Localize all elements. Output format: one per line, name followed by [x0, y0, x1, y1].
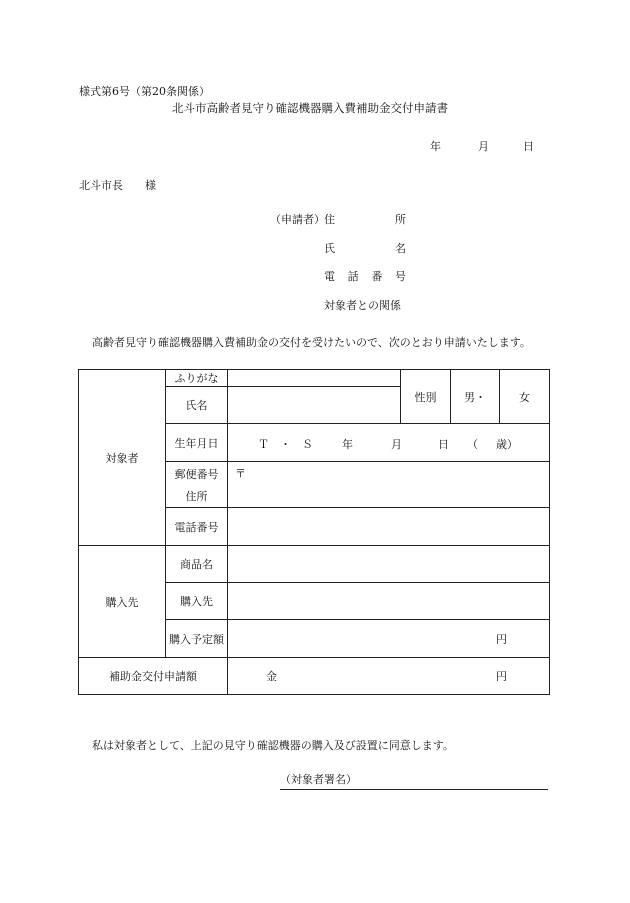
- postal-mark: 〒: [235, 467, 246, 480]
- application-table: [78, 369, 550, 695]
- signature-line[interactable]: [280, 771, 548, 790]
- vendor-field-label: 購入先: [166, 583, 228, 620]
- document-title: 北斗市高齢者見守り確認機器購入費補助金交付申請書: [172, 101, 448, 115]
- subsidy-yen: 円: [496, 670, 507, 683]
- subject-section-label: 対象者: [79, 370, 166, 546]
- intro-text: 高齢者見守り確認機器購入費補助金の交付を受けたいので、次のとおり申請いたします。: [92, 336, 531, 349]
- birthdate-field[interactable]: [228, 424, 550, 462]
- birthdate-label: 生年月日: [166, 424, 228, 462]
- planned-amount-label: 購入予定額: [166, 620, 228, 658]
- subsidy-label: 補助金交付申請額: [79, 658, 228, 695]
- form-id: 様式第6号（第20条関係）: [79, 85, 210, 98]
- gender-male[interactable]: 男・: [451, 370, 500, 424]
- addressee: 北斗市長 様: [79, 179, 156, 192]
- birth-day: 日: [438, 437, 449, 451]
- name-field[interactable]: [228, 387, 401, 424]
- postal-address-label: [166, 462, 228, 508]
- birth-age-open: （: [467, 437, 478, 451]
- planned-amount-yen: 円: [496, 632, 507, 646]
- phone-field[interactable]: [228, 508, 550, 546]
- date-year: 年: [430, 140, 441, 153]
- signature-label: （対象者署名）: [280, 773, 357, 786]
- applicant-name-label: 氏 名: [324, 242, 406, 255]
- subsidy-kin: 金: [266, 670, 277, 683]
- postal-label: 郵便番号: [174, 467, 219, 481]
- birth-month: 月: [391, 437, 402, 451]
- applicant-relation-label: 対象者との関係: [324, 299, 401, 312]
- vendor-section-label: 購入先: [79, 546, 166, 658]
- product-field[interactable]: [228, 546, 550, 583]
- planned-amount-field[interactable]: [228, 620, 550, 658]
- phone-label: 電話番号: [166, 508, 228, 546]
- birth-year: 年: [342, 437, 353, 451]
- gender-label: 性別: [401, 370, 451, 424]
- applicant-phone-label: 電 話 番 号: [324, 270, 406, 283]
- applicant-label: （申請者）: [270, 213, 325, 226]
- birth-era: Ｔ ・ Ｓ: [258, 437, 313, 451]
- postal-address-field[interactable]: [228, 462, 550, 508]
- gender-female[interactable]: 女: [500, 370, 550, 424]
- name-label: 氏名: [166, 387, 228, 424]
- birth-age: 歳）: [496, 437, 518, 451]
- furigana-field[interactable]: [228, 370, 401, 387]
- vendor-field[interactable]: [228, 583, 550, 620]
- furigana-label: ふりがな: [166, 370, 228, 387]
- applicant-address-label: 住 所: [324, 213, 406, 226]
- date-day: 日: [523, 140, 534, 153]
- address-label: 住所: [185, 489, 208, 503]
- product-label: 商品名: [166, 546, 228, 583]
- subsidy-field[interactable]: [228, 658, 550, 695]
- date-month: 月: [478, 140, 489, 153]
- consent-text: 私は対象者として、上記の見守り確認機器の購入及び設置に同意します。: [92, 739, 454, 752]
